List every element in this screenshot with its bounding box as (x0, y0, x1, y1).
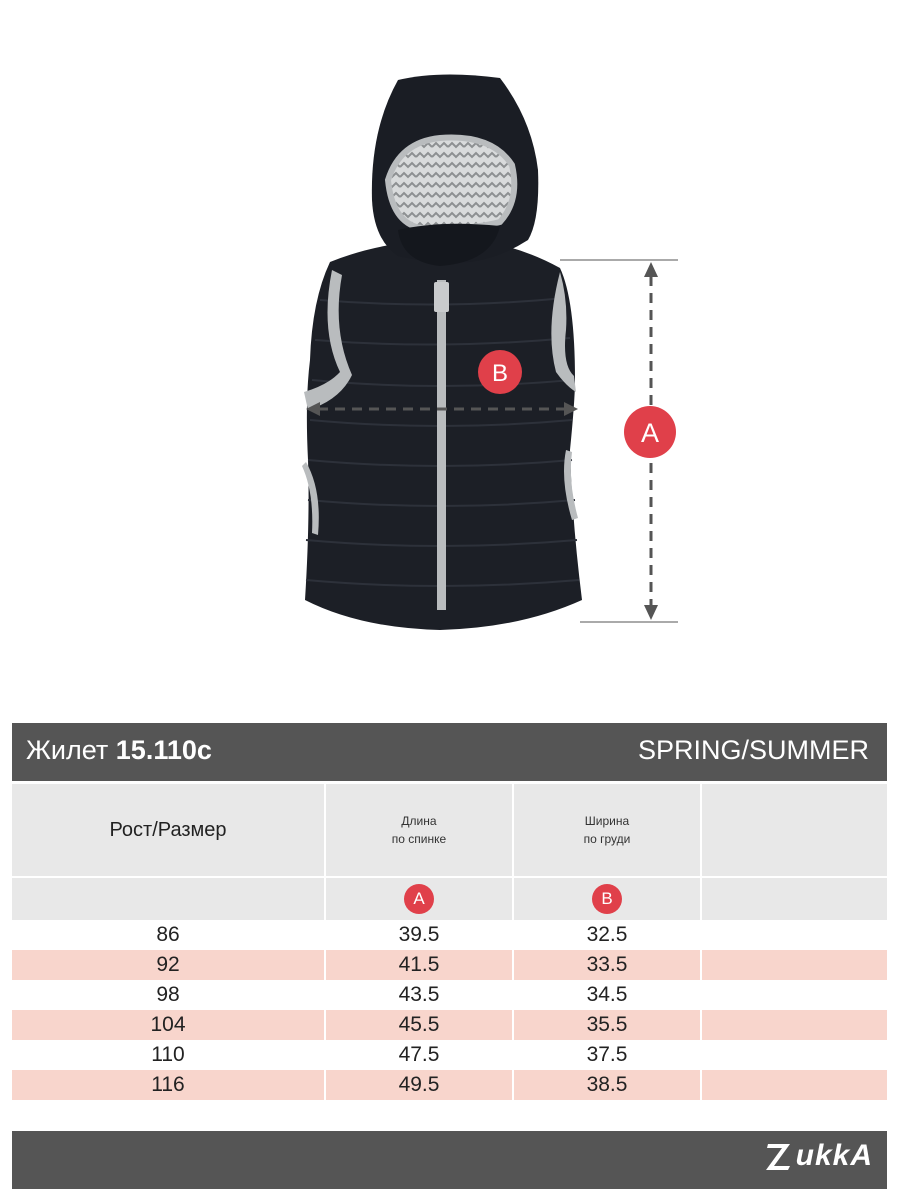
header-length: Длина по спинке (326, 784, 514, 876)
footer-bar (12, 1131, 887, 1189)
season-label: SPRING/SUMMER (637, 735, 869, 765)
brand-logo (764, 1139, 873, 1173)
cell-width: 32.5 (514, 920, 702, 950)
cell-width: 33.5 (514, 950, 702, 980)
cell-width: 37.5 (514, 1040, 702, 1070)
cell-width: 34.5 (514, 980, 702, 1010)
cell-length: 43.5 (326, 980, 514, 1010)
title-bar (12, 723, 887, 781)
cell-size: 116 (12, 1070, 326, 1100)
cell-extra (702, 1010, 887, 1040)
size-table (12, 784, 887, 1100)
cell-extra (702, 950, 887, 980)
cell-size: 104 (12, 1010, 326, 1040)
table-row (12, 1070, 887, 1100)
table-row (12, 1040, 887, 1070)
table-row (12, 950, 887, 980)
zukka-z-logo-icon (764, 1140, 794, 1172)
table-row (12, 920, 887, 950)
cell-length: 49.5 (326, 1070, 514, 1100)
cell-extra (702, 980, 887, 1010)
cell-length: 39.5 (326, 920, 514, 950)
product-model: 15.110с (115, 735, 212, 765)
product-prefix: Жилет (26, 735, 109, 765)
cell-extra (702, 920, 887, 950)
hood-lining (388, 138, 514, 229)
marker-a-badge: A (404, 884, 434, 914)
cell-extra (702, 1070, 887, 1100)
cell-width: 38.5 (514, 1070, 702, 1100)
cell-width: 35.5 (514, 1010, 702, 1040)
marker-b-label: B (491, 360, 509, 387)
cell-length: 47.5 (326, 1040, 514, 1070)
cell-length: 41.5 (326, 950, 514, 980)
cell-extra (702, 1040, 887, 1070)
cell-size: 98 (12, 980, 326, 1010)
cell-size: 92 (12, 950, 326, 980)
brand-name: ukkA (795, 1139, 873, 1172)
cell-size: 110 (12, 1040, 326, 1070)
table-header-row (12, 784, 887, 878)
header-empty (702, 784, 887, 876)
marker-a-label: A (640, 418, 660, 448)
table-row (12, 1010, 887, 1040)
header-size: Рост/Размер (12, 784, 326, 876)
cell-size: 86 (12, 920, 326, 950)
table-row (12, 980, 887, 1010)
table-marker-row (12, 878, 887, 920)
marker-b-badge: B (592, 884, 622, 914)
product-title (26, 735, 212, 766)
cell-length: 45.5 (326, 1010, 514, 1040)
header-width: Ширина по груди (514, 784, 702, 876)
zipper (437, 280, 446, 610)
